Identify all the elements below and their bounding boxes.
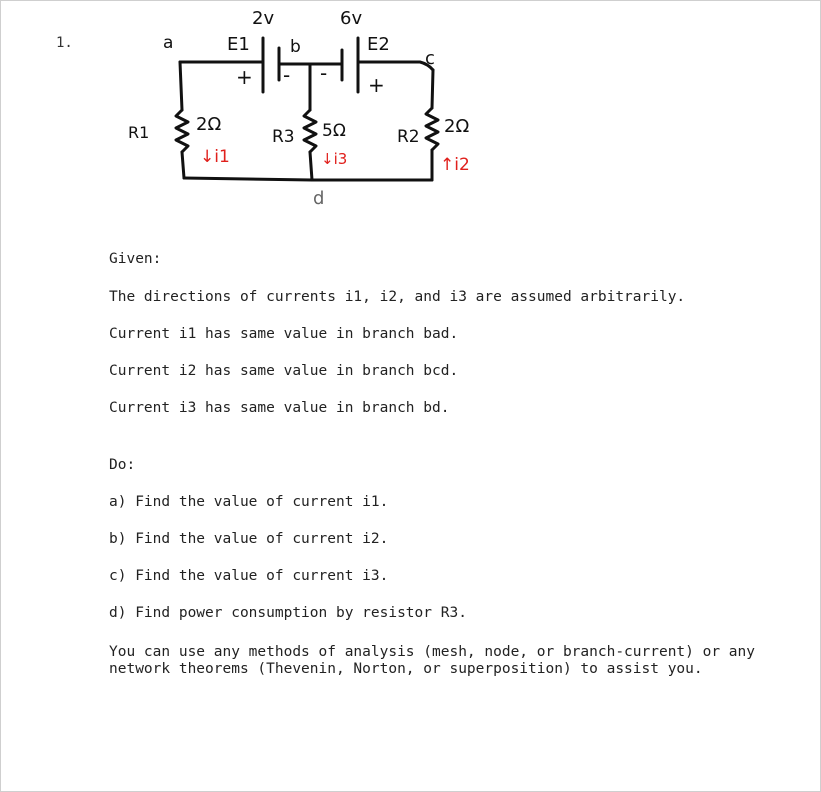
- wire-bottom: [184, 178, 432, 180]
- task-item: a) Find the value of current i1.: [109, 494, 389, 510]
- node-a-label: a: [163, 33, 174, 53]
- e1-plus-sign: +: [236, 65, 253, 89]
- current-i1-label: ↓i1: [200, 147, 230, 167]
- node-b-label: b: [290, 37, 301, 57]
- r1-label: R1: [128, 123, 150, 142]
- wire-top-right: [358, 62, 433, 70]
- wire-right-top: [432, 70, 433, 108]
- r3-value: 5Ω: [322, 121, 346, 141]
- r2-label: R2: [397, 127, 420, 147]
- tasks-heading: Do:: [109, 457, 136, 473]
- wire-left-top: [180, 62, 182, 110]
- node-d-label: d: [313, 188, 325, 209]
- circuit-diagram: [0, 0, 821, 230]
- given-line: Current i1 has same value in branch bad.: [109, 326, 459, 342]
- given-heading: Given:: [109, 251, 162, 267]
- resistor-r3: [304, 110, 316, 152]
- node-c-label: c: [425, 48, 435, 69]
- given-line: Current i3 has same value in branch bd.: [109, 400, 450, 416]
- current-i3-label: ↓i3: [321, 150, 348, 168]
- resistor-r1: [176, 110, 188, 152]
- task-item: d) Find power consumption by resistor R3.: [109, 605, 467, 621]
- task-item: b) Find the value of current i2.: [109, 531, 389, 547]
- r3-label: R3: [272, 127, 295, 147]
- e2-plus-sign: +: [368, 73, 385, 97]
- e2-label: E2: [367, 34, 390, 55]
- r1-value: 2Ω: [196, 114, 222, 135]
- methods-note: You can use any methods of analysis (mesh, node, or branch-current) or any network theorems (Thevenin, Norton, or superposition) to assist you.: [109, 644, 756, 677]
- current-i2-label: ↑i2: [440, 155, 470, 175]
- r2-value: 2Ω: [444, 116, 470, 137]
- e2-minus-sign: -: [320, 61, 328, 85]
- resistor-r2: [426, 108, 438, 150]
- e1-minus-sign: -: [283, 63, 291, 87]
- voltage-e2-label: 6v: [340, 8, 363, 29]
- voltage-e1-label: 2v: [252, 8, 275, 29]
- question-number: 1.: [56, 35, 73, 51]
- e1-label: E1: [227, 34, 250, 55]
- given-line: Current i2 has same value in branch bcd.: [109, 363, 459, 379]
- wire-middle-bottom: [310, 152, 312, 180]
- wire-left-bottom: [182, 152, 184, 178]
- given-line: The directions of currents i1, i2, and i3 are assumed arbitrarily.: [109, 289, 686, 305]
- task-item: c) Find the value of current i3.: [109, 568, 389, 584]
